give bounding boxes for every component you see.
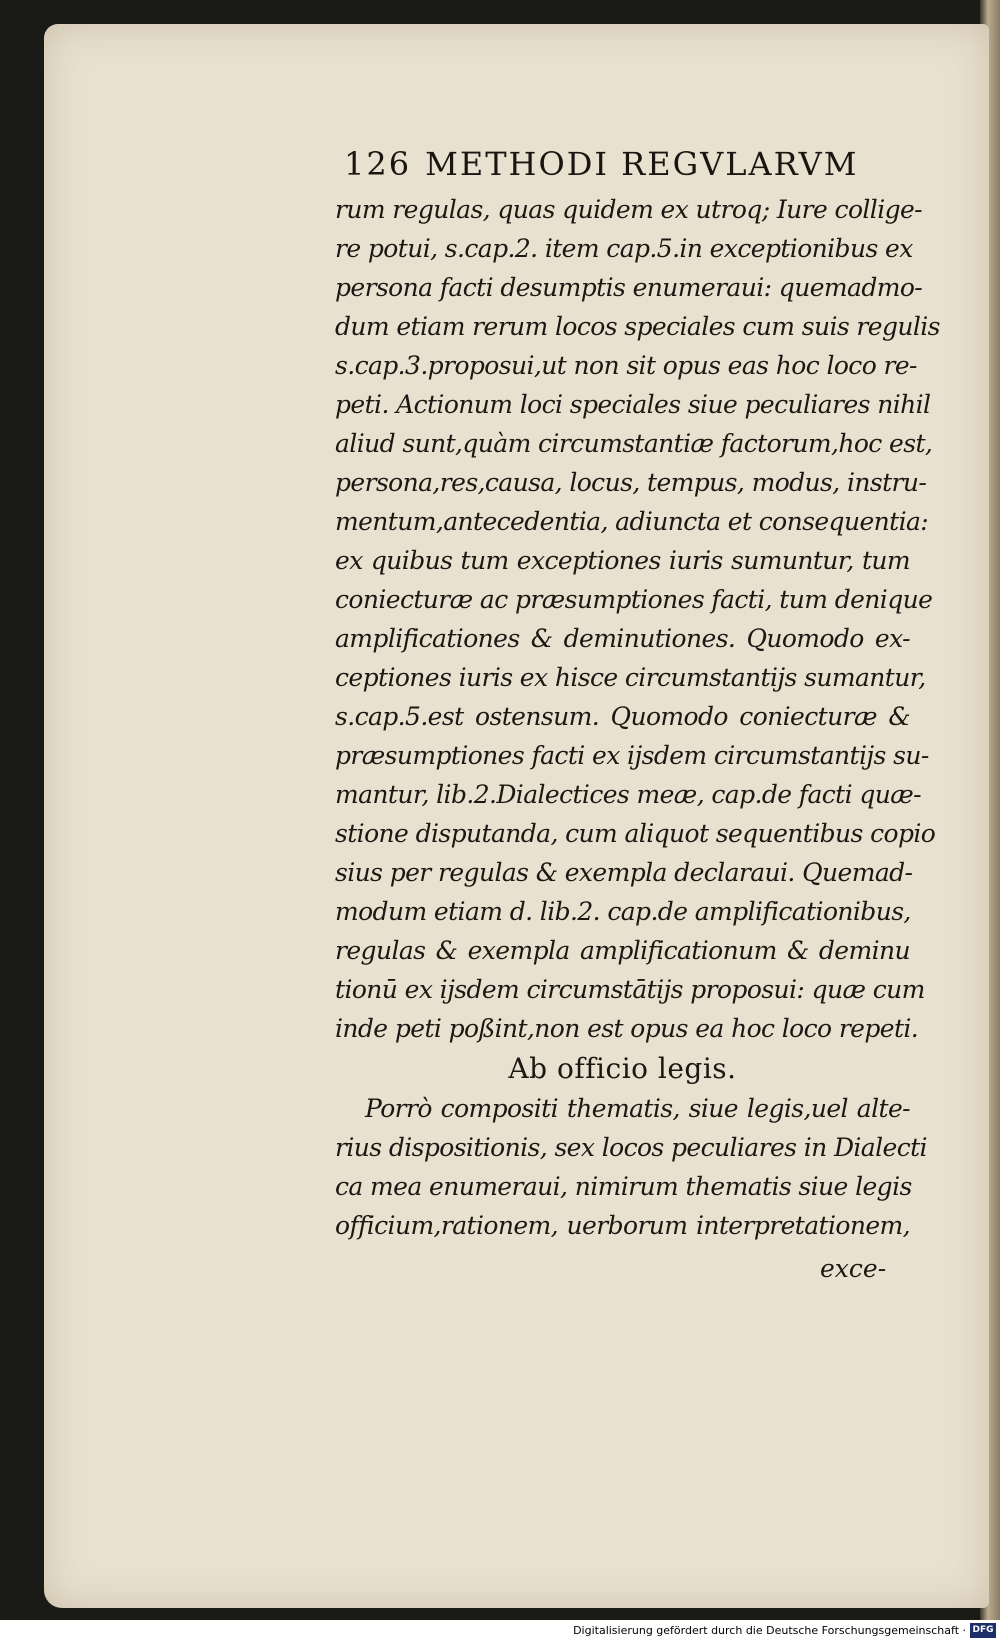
section-heading: Ab officio legis. [508, 1052, 737, 1085]
text-line: persona facti desumptis enumeraui: quemadmo- [335, 273, 923, 302]
text-line: amplificationes & deminutiones. Quomodo ex- [335, 624, 910, 653]
text-line: peti. Actionum loci speciales siue peculiares nihil [335, 390, 931, 419]
text-line: s.cap.3.proposui,ut non sit opus eas hoc loco re- [335, 351, 917, 380]
text-line: tionū ex ijsdem circumstātijs proposui: quæ cum [335, 975, 925, 1004]
funding-credit: Digitalisierung gefördert durch die Deutsche Forschungsgemeinschaft · [573, 1624, 966, 1637]
text-line: stione disputanda, cum aliquot sequentibus copio [335, 819, 936, 848]
text-line: officium,rationem, uerborum interpretationem, [335, 1211, 910, 1240]
body-text [335, 190, 940, 1245]
text-line: inde peti poßint,non est opus ea hoc loco repeti. [335, 1014, 919, 1043]
page-number: 126 [344, 145, 412, 183]
catchword: exce- [820, 1254, 887, 1283]
text-line: re potui, s.cap.2. item cap.5.in exceptionibus ex [335, 234, 913, 263]
text-line: regulas & exempla amplificationum & deminu [335, 936, 910, 965]
text-line: coniecturæ ac præsumptiones facti, tum denique [335, 585, 933, 614]
text-line: rum regulas, quas quidem ex utroq; Iure collige- [335, 195, 923, 224]
text-line: aliud sunt,quàm circumstantiæ factorum,hoc est, [335, 429, 933, 458]
text-line: Porrò compositi thematis, siue legis,uel alte- [365, 1094, 910, 1123]
text-line: s.cap.5.est ostensum. Quomodo coniecturæ & [335, 702, 910, 731]
text-line: sius per regulas & exempla declaraui. Quemad- [335, 858, 913, 887]
text-line: præsumptiones facti ex ijsdem circumstantijs su- [335, 741, 929, 770]
text-line: mantur, lib.2.Dialectices meæ, cap.de facti quæ- [335, 780, 921, 809]
running-header [344, 145, 904, 183]
dfg-logo-icon: DFG [970, 1623, 996, 1638]
text-line: ex quibus tum exceptiones iuris sumuntur, tum [335, 546, 910, 575]
text-line: ca mea enumeraui, nimirum thematis siue legis [335, 1172, 912, 1201]
running-head-title: METHODI REGVLARVM [425, 145, 859, 183]
text-line: rius dispositionis, sex locos peculiares in Dialecti [335, 1133, 927, 1162]
text-line: dum etiam rerum locos speciales cum suis regulis [335, 312, 940, 341]
text-line: ceptiones iuris ex hisce circumstantijs sumantur, [335, 663, 926, 692]
text-line: modum etiam d. lib.2. cap.de amplificationibus, [335, 897, 911, 926]
text-line: mentum,antecedentia, adiuncta et consequentia: [335, 507, 929, 536]
text-line: persona,res,causa, locus, tempus, modus, instru- [335, 468, 927, 497]
